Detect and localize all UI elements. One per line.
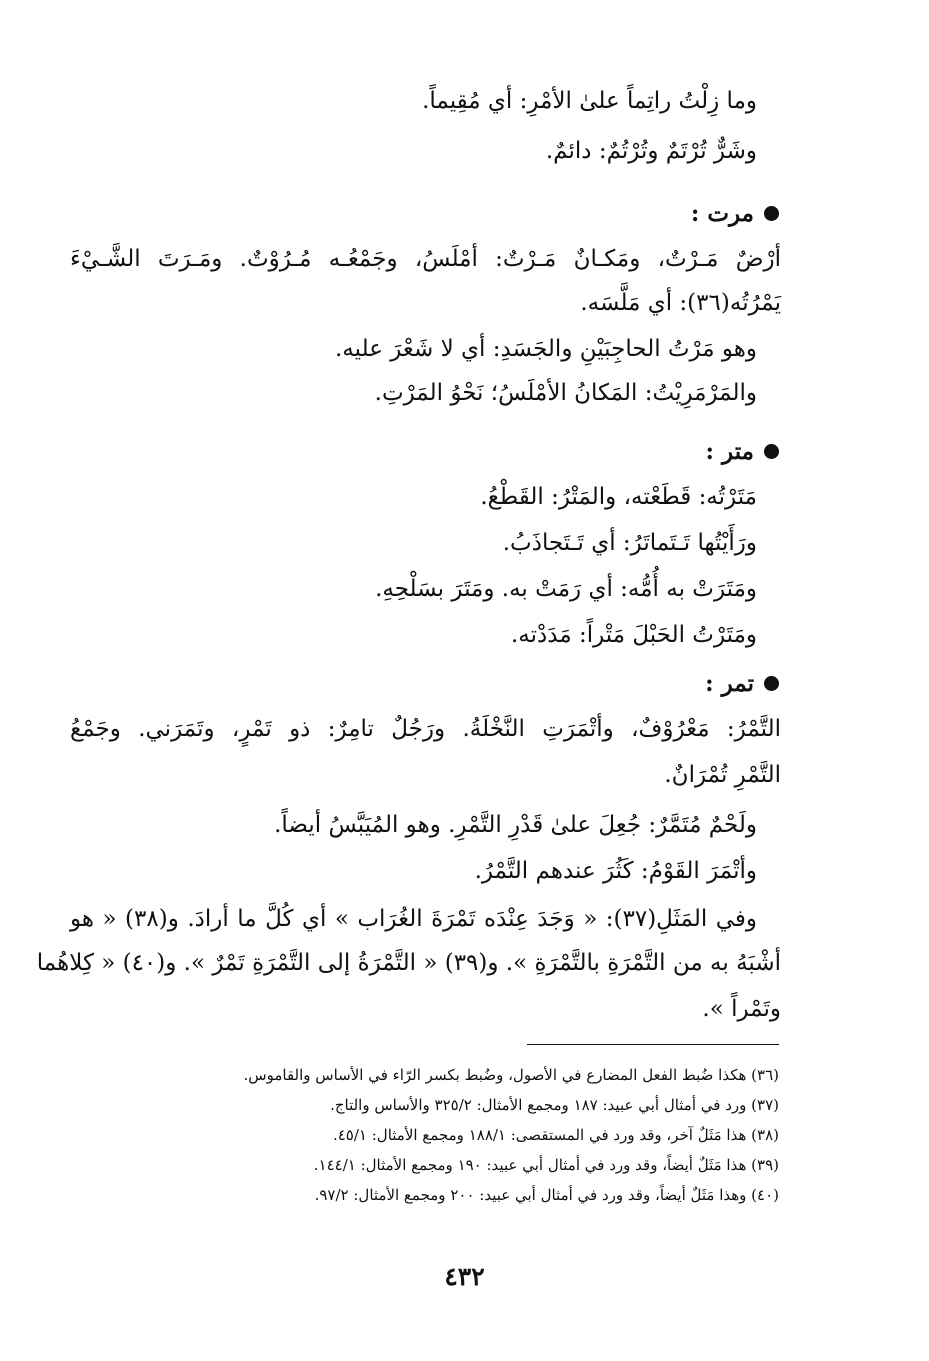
footnote: (٣٦) هكذا ضُبط الفعل المضارع في الأصول، وضُبط بكسر الرّاء في الأساس والقاموس. (243, 1066, 779, 1084)
text-line: وفي المَثَلِ(٣٧): « وَجَدَ عِنْدَه تَمْرَةَ الغُرَاب » أي كُلَّ ما أرادَ. و(٣٨) « هو (70, 906, 757, 932)
text-line: أرْضٌ مَـرْتٌ، ومَكـانٌ مَـرْتٌ: أمْلَسُ، وجَمْعُـه مُـرُوْتٌ. ومَـرَتَ الشَّـيْءَ (70, 246, 781, 272)
entry-title: مرت : (690, 200, 754, 227)
text-line: ومَتَرْتُ الحَبْلَ مَتْراً: مَدَدْته. (510, 622, 757, 648)
text-line: ورَأَيْتُها تَـتَماتَرُ: أي تَـتَجاذَبُ. (502, 530, 757, 556)
footnote-divider (527, 1044, 779, 1045)
bullet-icon (764, 206, 779, 221)
entry-heading-tmr (705, 670, 779, 697)
text-line: وأتْمَرَ القَوْمُ: كَثُرَ عندهم التَّمْرُ. (474, 858, 757, 884)
bullet-icon (764, 676, 779, 691)
text-line: التَّمْرُ: مَعْرُوْفٌ، وأتْمَرَتِ النَّخْلَةُ. ورَجُلٌ تامِرٌ: ذو تَمْرٍ، وتَمَرَني. وجَمْعُ (70, 716, 781, 742)
text-line: مَتَرْتُه: قَطَعْته، والمَتْرُ: القَطْعُ. (480, 484, 757, 510)
text-line: والمَرْمَرِيْتُ: المَكانُ الأمْلَسُ؛ نَحْوُ المَرْتِ. (374, 380, 757, 406)
text-line: وشَرٌّ تُرْتَمٌ وتُرْتُمٌ: دائمٌ. (545, 138, 757, 164)
text-line: أشْبَهُ به من التَّمْرَةِ بالتَّمْرَةِ ». و(٣٩) « التَّمْرَةُ إلى التَّمْرَةِ تَمْرٌ ». و(٤٠) « كِلاهُما (36, 950, 781, 976)
entry-title: متر : (705, 438, 754, 465)
entry-heading-mrt (691, 200, 779, 227)
text-line: التَّمْرِ تُمْرَانٌ. (664, 762, 781, 788)
text-line: ومَتَرَتْ به أُمُّه: أي رَمَتْ به. ومَتَرَ بسَلْحِهِ. (375, 576, 757, 602)
footnote: (٤٠) وهذا مَثَلٌ أيضاً، وقد ورد في أمثال أبي عبيد: ٢٠٠ ومجمع الأمثال: ٩٧/٢. (314, 1186, 779, 1204)
entry-heading-mtr (706, 438, 779, 465)
footnote: (٣٧) ورد في أمثال أبي عبيد: ١٨٧ ومجمع الأمثال: ٣٢٥/٢ والأساس والتاج. (330, 1096, 779, 1114)
text-line: وتَمْراً ». (702, 996, 781, 1022)
entry-title: تمر : (705, 670, 754, 697)
footnote: (٣٨) هذا مَثَلٌ آخر، وقد ورد في المستقصى: ١٨٨/١ ومجمع الأمثال: ٤٥/١. (332, 1126, 779, 1144)
page-number: ٤٣٢ (444, 1262, 485, 1291)
bullet-icon (764, 444, 779, 459)
text-line: ولَحْمٌ مُتَمَّرٌ: جُعِلَ علىٰ قَدْرِ التَّمْرِ. وهو المُيَبَّسُ أيضاً. (274, 812, 757, 838)
text-line: يَمْرُتُه(٣٦): أي مَلَّسَه. (580, 290, 781, 316)
footnote: (٣٩) هذا مَثَلٌ أيضاً، وقد ورد في أمثال أبي عبيد: ١٩٠ ومجمع الأمثال: ١٤٤/١. (313, 1156, 779, 1174)
text-line: وما زِلْتُ راتِماً علىٰ الأمْرِ: أي مُقِيماً. (422, 88, 757, 114)
text-line: وهو مَرْتُ الحاجِبَيْنِ والجَسَدِ: أي لا شَعْرَ عليه. (335, 336, 757, 362)
